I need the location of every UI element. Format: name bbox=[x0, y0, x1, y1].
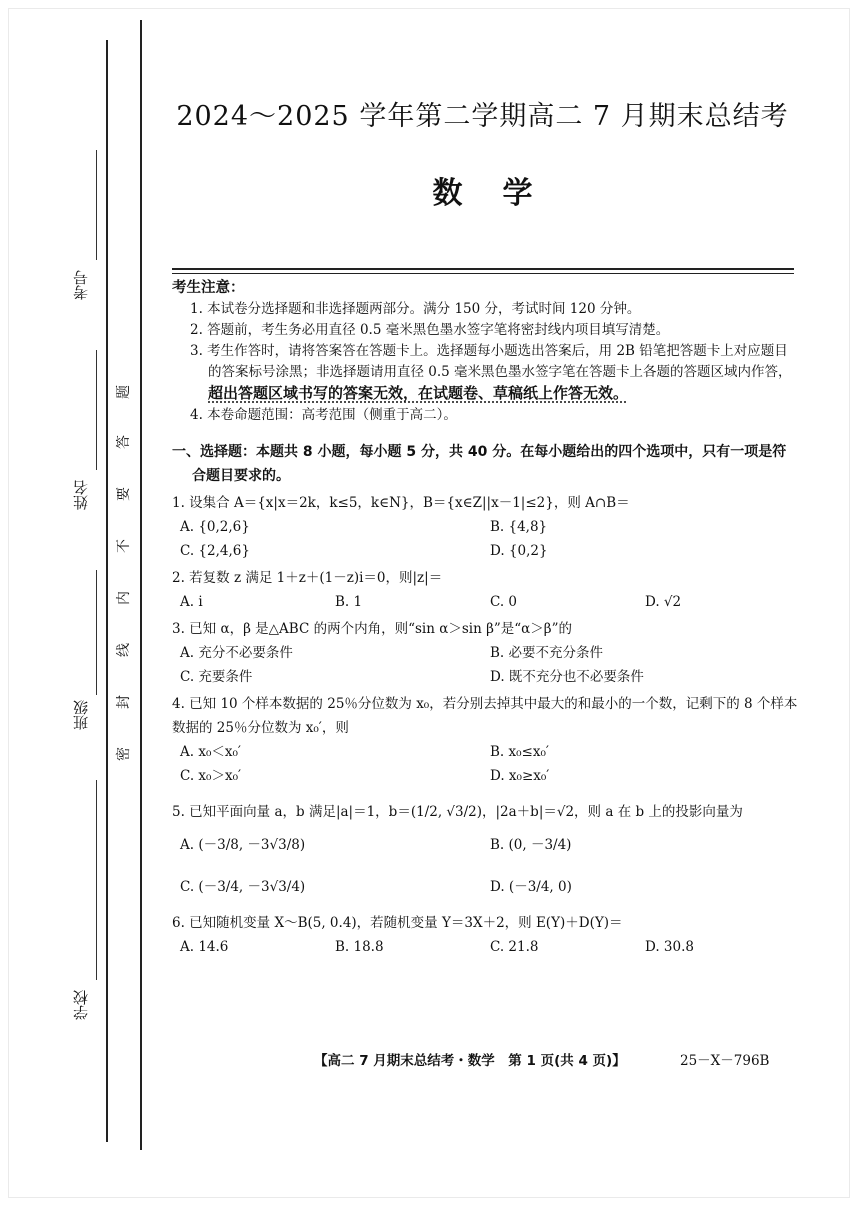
seal-char: 题 bbox=[116, 385, 132, 399]
option: C. 21.8 bbox=[490, 939, 539, 955]
footer-code: 25－X－796B bbox=[680, 1053, 770, 1069]
option: C. {2,4,6} bbox=[180, 543, 250, 559]
header-rule bbox=[172, 268, 794, 270]
section-heading: 一、选择题：本题共 8 小题，每小题 5 分，共 40 分。在每小题给出的四个选项中，只有一项是符合题目要求的。 bbox=[172, 444, 787, 484]
seal-line bbox=[140, 20, 142, 1150]
banji-label: 班级 bbox=[72, 700, 90, 730]
exam-content bbox=[172, 278, 800, 959]
option: A. 充分不必要条件 bbox=[180, 645, 293, 661]
seal-char: 内 bbox=[116, 591, 132, 605]
seal-char: 要 bbox=[116, 487, 132, 501]
seal-char: 答 bbox=[116, 435, 132, 449]
option: D. 既不充分也不必要条件 bbox=[490, 669, 644, 685]
option: C. x₀＞x₀′ bbox=[180, 768, 242, 784]
notice-heading: 考生注意： bbox=[172, 280, 245, 296]
question-stem: 2. 若复数 z 满足 1＋z＋(1－z)i＝0，则|z|＝ bbox=[172, 570, 443, 586]
notice-item: 4. 本卷命题范围：高考范围（侧重于高二）。 bbox=[190, 407, 457, 423]
question-options bbox=[172, 935, 800, 959]
binding-line bbox=[106, 40, 108, 1142]
xingming-line bbox=[96, 350, 97, 470]
xingming-label: 姓名 bbox=[72, 480, 90, 510]
option: D. x₀≥x₀′ bbox=[490, 768, 550, 784]
option: A. x₀＜x₀′ bbox=[180, 744, 241, 760]
notice-emphasis: 超出答题区域书写的答案无效，在试题卷、草稿纸上作答无效。 bbox=[208, 384, 629, 402]
banji-field bbox=[70, 570, 100, 760]
footer-page-info: 【高二 7 月期末总结考・数学 第 1 页(共 4 页)】 bbox=[314, 1053, 626, 1069]
seal-char: 线 bbox=[116, 643, 132, 657]
xuexiao-field bbox=[70, 780, 100, 1030]
question-stem: 5. 已知平面向量 a，b 满足|a|＝1，b＝(1/2, √3/2)，|2a＋b|＝√2，则 a 在 b 上的投影向量为 bbox=[172, 804, 743, 820]
exam-title: 2024～2025 学年第二学期高二 7 月期末总结考 bbox=[176, 101, 789, 132]
option: B. {4,8} bbox=[490, 519, 548, 535]
kaohao-line bbox=[96, 150, 97, 260]
question-stem: 6. 已知随机变量 X～B(5, 0.4)，若随机变量 Y＝3X＋2，则 E(Y)＋D(Y)＝ bbox=[172, 915, 623, 931]
option: B. 1 bbox=[335, 594, 363, 610]
question-options bbox=[172, 515, 800, 563]
question-options bbox=[172, 824, 800, 908]
option: B. x₀≤x₀′ bbox=[490, 744, 549, 760]
option: D. 30.8 bbox=[645, 939, 694, 955]
notice-item bbox=[172, 341, 800, 405]
question-options bbox=[172, 590, 800, 614]
notice-item: 1. 本试卷分选择题和非选择题两部分。满分 150 分，考试时间 120 分钟。 bbox=[190, 301, 641, 317]
notice-item-text: 3. 考生作答时，请将答案答在答题卡上。选择题每小题选出答案后，用 2B 铅笔把答题卡上对应题目的答案标号涂黑；非选择题请用直径 0.5 毫米黑色墨水签字笔在答题卡上各题的答题区域内作答， bbox=[190, 343, 792, 380]
xuexiao-line bbox=[96, 780, 97, 980]
subject-title: 数学 bbox=[432, 176, 573, 211]
question-stem: 4. 已知 10 个样本数据的 25％分位数为 x₀，若分别去掉其中最大的和最小的一个数，记剩下的 8 个样本数据的 25％分位数为 x₀′，则 bbox=[172, 696, 798, 736]
seal-char: 不 bbox=[116, 539, 132, 553]
kaohao-label: 考号 bbox=[72, 270, 90, 300]
option: D. (－3/4, 0) bbox=[490, 879, 572, 895]
option: C. (－3/4, －3√3/4) bbox=[180, 879, 306, 895]
header-rule-thin bbox=[172, 273, 794, 274]
option: D. √2 bbox=[645, 594, 682, 610]
question-options bbox=[172, 740, 800, 788]
kaohao-field bbox=[70, 150, 100, 380]
option: B. 必要不充分条件 bbox=[490, 645, 604, 661]
option: C. 0 bbox=[490, 594, 518, 610]
option: B. 18.8 bbox=[335, 939, 384, 955]
option: A. 14.6 bbox=[180, 939, 229, 955]
notice-item: 2. 答题前，考生务必用直径 0.5 毫米黑色墨水签字笔将密封线内项目填写清楚。 bbox=[190, 322, 670, 338]
option: B. (0, －3/4) bbox=[490, 837, 572, 853]
xuexiao-label: 学校 bbox=[72, 990, 90, 1020]
question-options bbox=[172, 641, 800, 689]
question-stem: 1. 设集合 A＝{x|x＝2k，k≤5，k∈N}，B＝{x∈Z||x－1|≤2}，则 A∩B＝ bbox=[172, 495, 630, 511]
xingming-field bbox=[70, 350, 100, 550]
option: A. {0,2,6} bbox=[180, 519, 250, 535]
seal-char: 密 bbox=[116, 747, 132, 761]
option: A. i bbox=[180, 594, 203, 610]
option: D. {0,2} bbox=[490, 543, 548, 559]
seal-char: 封 bbox=[116, 695, 132, 709]
option: A. (－3/8, －3√3/8) bbox=[180, 837, 306, 853]
question-stem: 3. 已知 α，β 是△ABC 的两个内角，则“sin α＞sin β”是“α＞β”的 bbox=[172, 621, 573, 637]
option: C. 充要条件 bbox=[180, 669, 253, 685]
banji-line bbox=[96, 570, 97, 695]
